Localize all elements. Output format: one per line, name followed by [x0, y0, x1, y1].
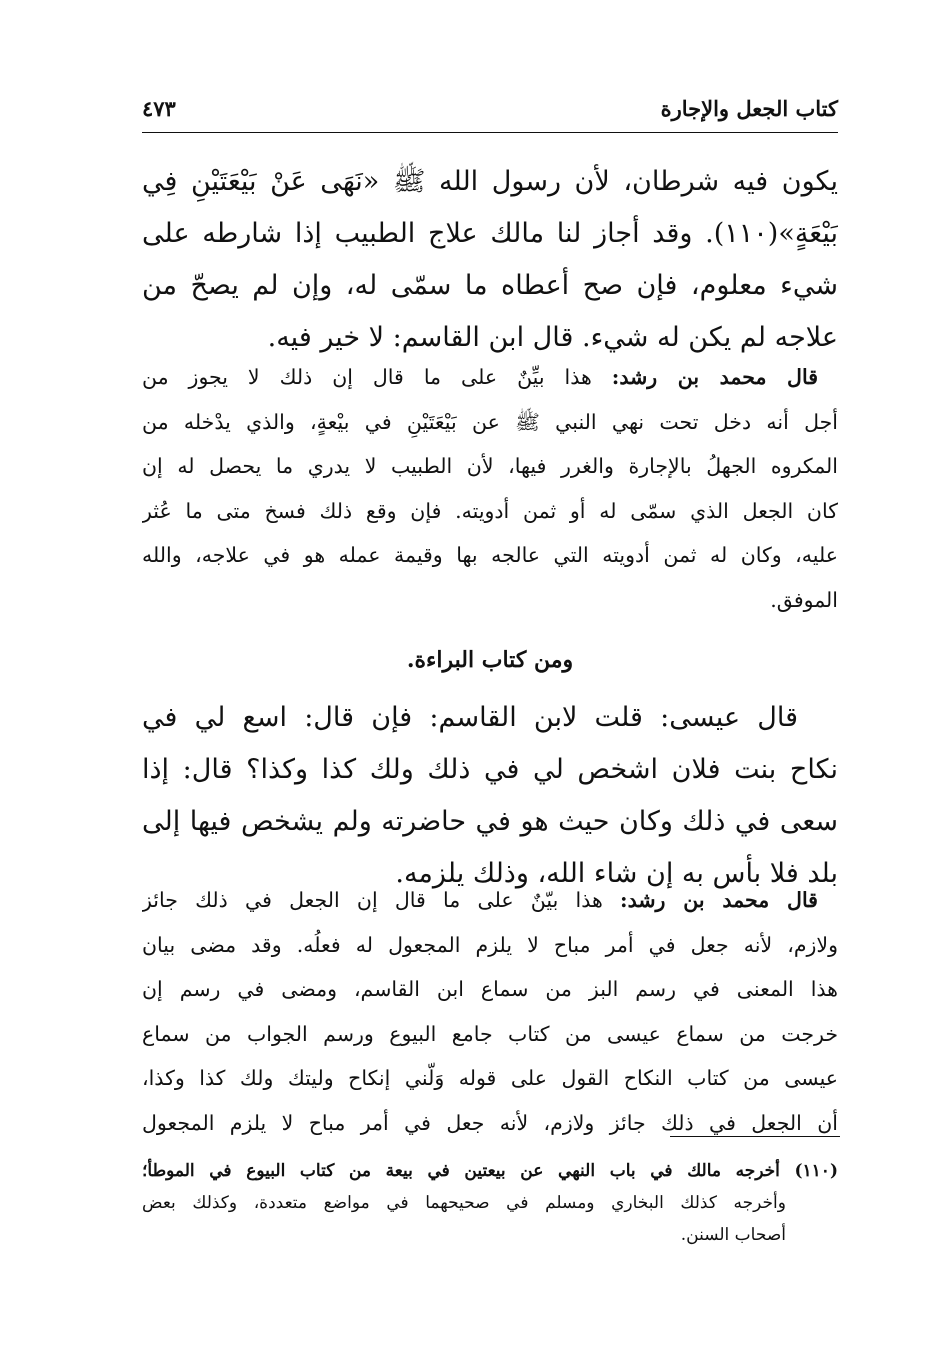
text-line: نكاح بنت فلان اشخص لي في ذلك ولك كذا وكذا؟ قال: إذا	[142, 754, 838, 785]
text-line: قال عيسى: قلت لابن القاسم: فإن قال: اسع لي في	[142, 702, 798, 733]
paragraph-1	[142, 156, 838, 364]
text-segment: هذا بيّنٌ على ما قال إن الجعل في ذلك جائز	[142, 888, 620, 912]
text-line: علاجه لم يكن له شيء. قال ابن القاسم: لا خير فيه.	[267, 322, 838, 353]
text-line: خرجت من سماع عيسى من كتاب جامع البيوع ورسم الجواب من سماع	[142, 1021, 838, 1046]
footnote-line: وأخرجه كذلك البخاري ومسلم في صحيحهما في مواضع متعددة، وكذلك بعض	[142, 1193, 786, 1213]
footnote-line: أصحاب السنن.	[680, 1225, 786, 1245]
section-heading: ومن كتاب البراءة.	[406, 647, 574, 673]
text-line	[142, 878, 838, 923]
footnote-rule	[670, 1136, 840, 1137]
running-title: كتاب الجعل والإجارة	[660, 96, 838, 121]
text-segment: هذا بيِّنٌ على ما قال إن ذلك لا يجوز من	[142, 365, 612, 389]
text-line: ولازم، لأنه جعل في أمر مباح لا يلزم المجعول له فعلُه. وقد مضى بيان	[142, 932, 838, 957]
text-line: عيسى من كتاب النكاح القول على قوله وَلّني إنكاح وليتك ولك كذا وكذا،	[142, 1066, 838, 1090]
commentator-name: قال محمد بن رشد:	[620, 888, 818, 912]
text-line: الموفق.	[770, 587, 838, 612]
text-line: بلد فلا بأس به إن شاء الله، وذلك يلزمه.	[395, 858, 838, 889]
footnote-line: (١١٠) أخرجه مالك في باب النهي عن بيعتين في بيعة من كتاب البيوع في الموطأ؛	[142, 1161, 838, 1181]
text-line: عليه، وكان له ثمن أدويته التي عالجه بها وقيمة عمله هو في علاجه، والله	[142, 543, 838, 567]
text-line: سعى في ذلك وكان حيث هو في حاضرته ولم يشخص فيها إلى	[142, 806, 838, 837]
text-line: أجل أنه دخل تحت نهي النبي ﷺ عن بَيْعَتَيْنِ في بيْعةٍ، والذي يدْخله من	[142, 409, 838, 434]
text-line: شيء معلوم، فإن صح أعطاه ما سمّى له، وإن لم يصحّ من	[142, 270, 838, 301]
page-header	[142, 96, 838, 132]
header-rule	[142, 132, 838, 133]
paragraph-2	[142, 355, 838, 622]
text-line	[142, 355, 838, 400]
footnote	[142, 1155, 838, 1251]
commentator-name: قال محمد بن رشد:	[611, 365, 818, 389]
text-line: هذا المعنى في رسم البز من سماع ابن القاسم، ومضى في رسم إن	[142, 977, 838, 1001]
text-line: يكون فيه شرطان، لأن رسول الله ﷺ «نَهَى عَنْ بَيْعَتَيْنِ فِي	[142, 166, 838, 197]
text-line: كان الجعل الذي سمّى له أو ثمن أدويته. فإن وقع ذلك فسخ متى ما عُثر	[142, 498, 838, 523]
text-line: المكروه الجهلُ بالإجارة والغرر فيها، لأن الطبيب لا يدري ما يحصل له إن	[142, 454, 838, 478]
text-line: بَيْعَةٍ»(١١٠). وقد أجاز لنا مالك علاج الطبيب إذا شارطه على	[142, 218, 838, 249]
text-line: أن الجعل في ذلك جائز ولازم، لأنه جعل في أمر مباح لا يلزم المجعول	[142, 1110, 838, 1135]
paragraph-3	[142, 692, 838, 900]
page-number: ٤٧٣	[142, 96, 176, 121]
paragraph-4	[142, 878, 838, 1145]
